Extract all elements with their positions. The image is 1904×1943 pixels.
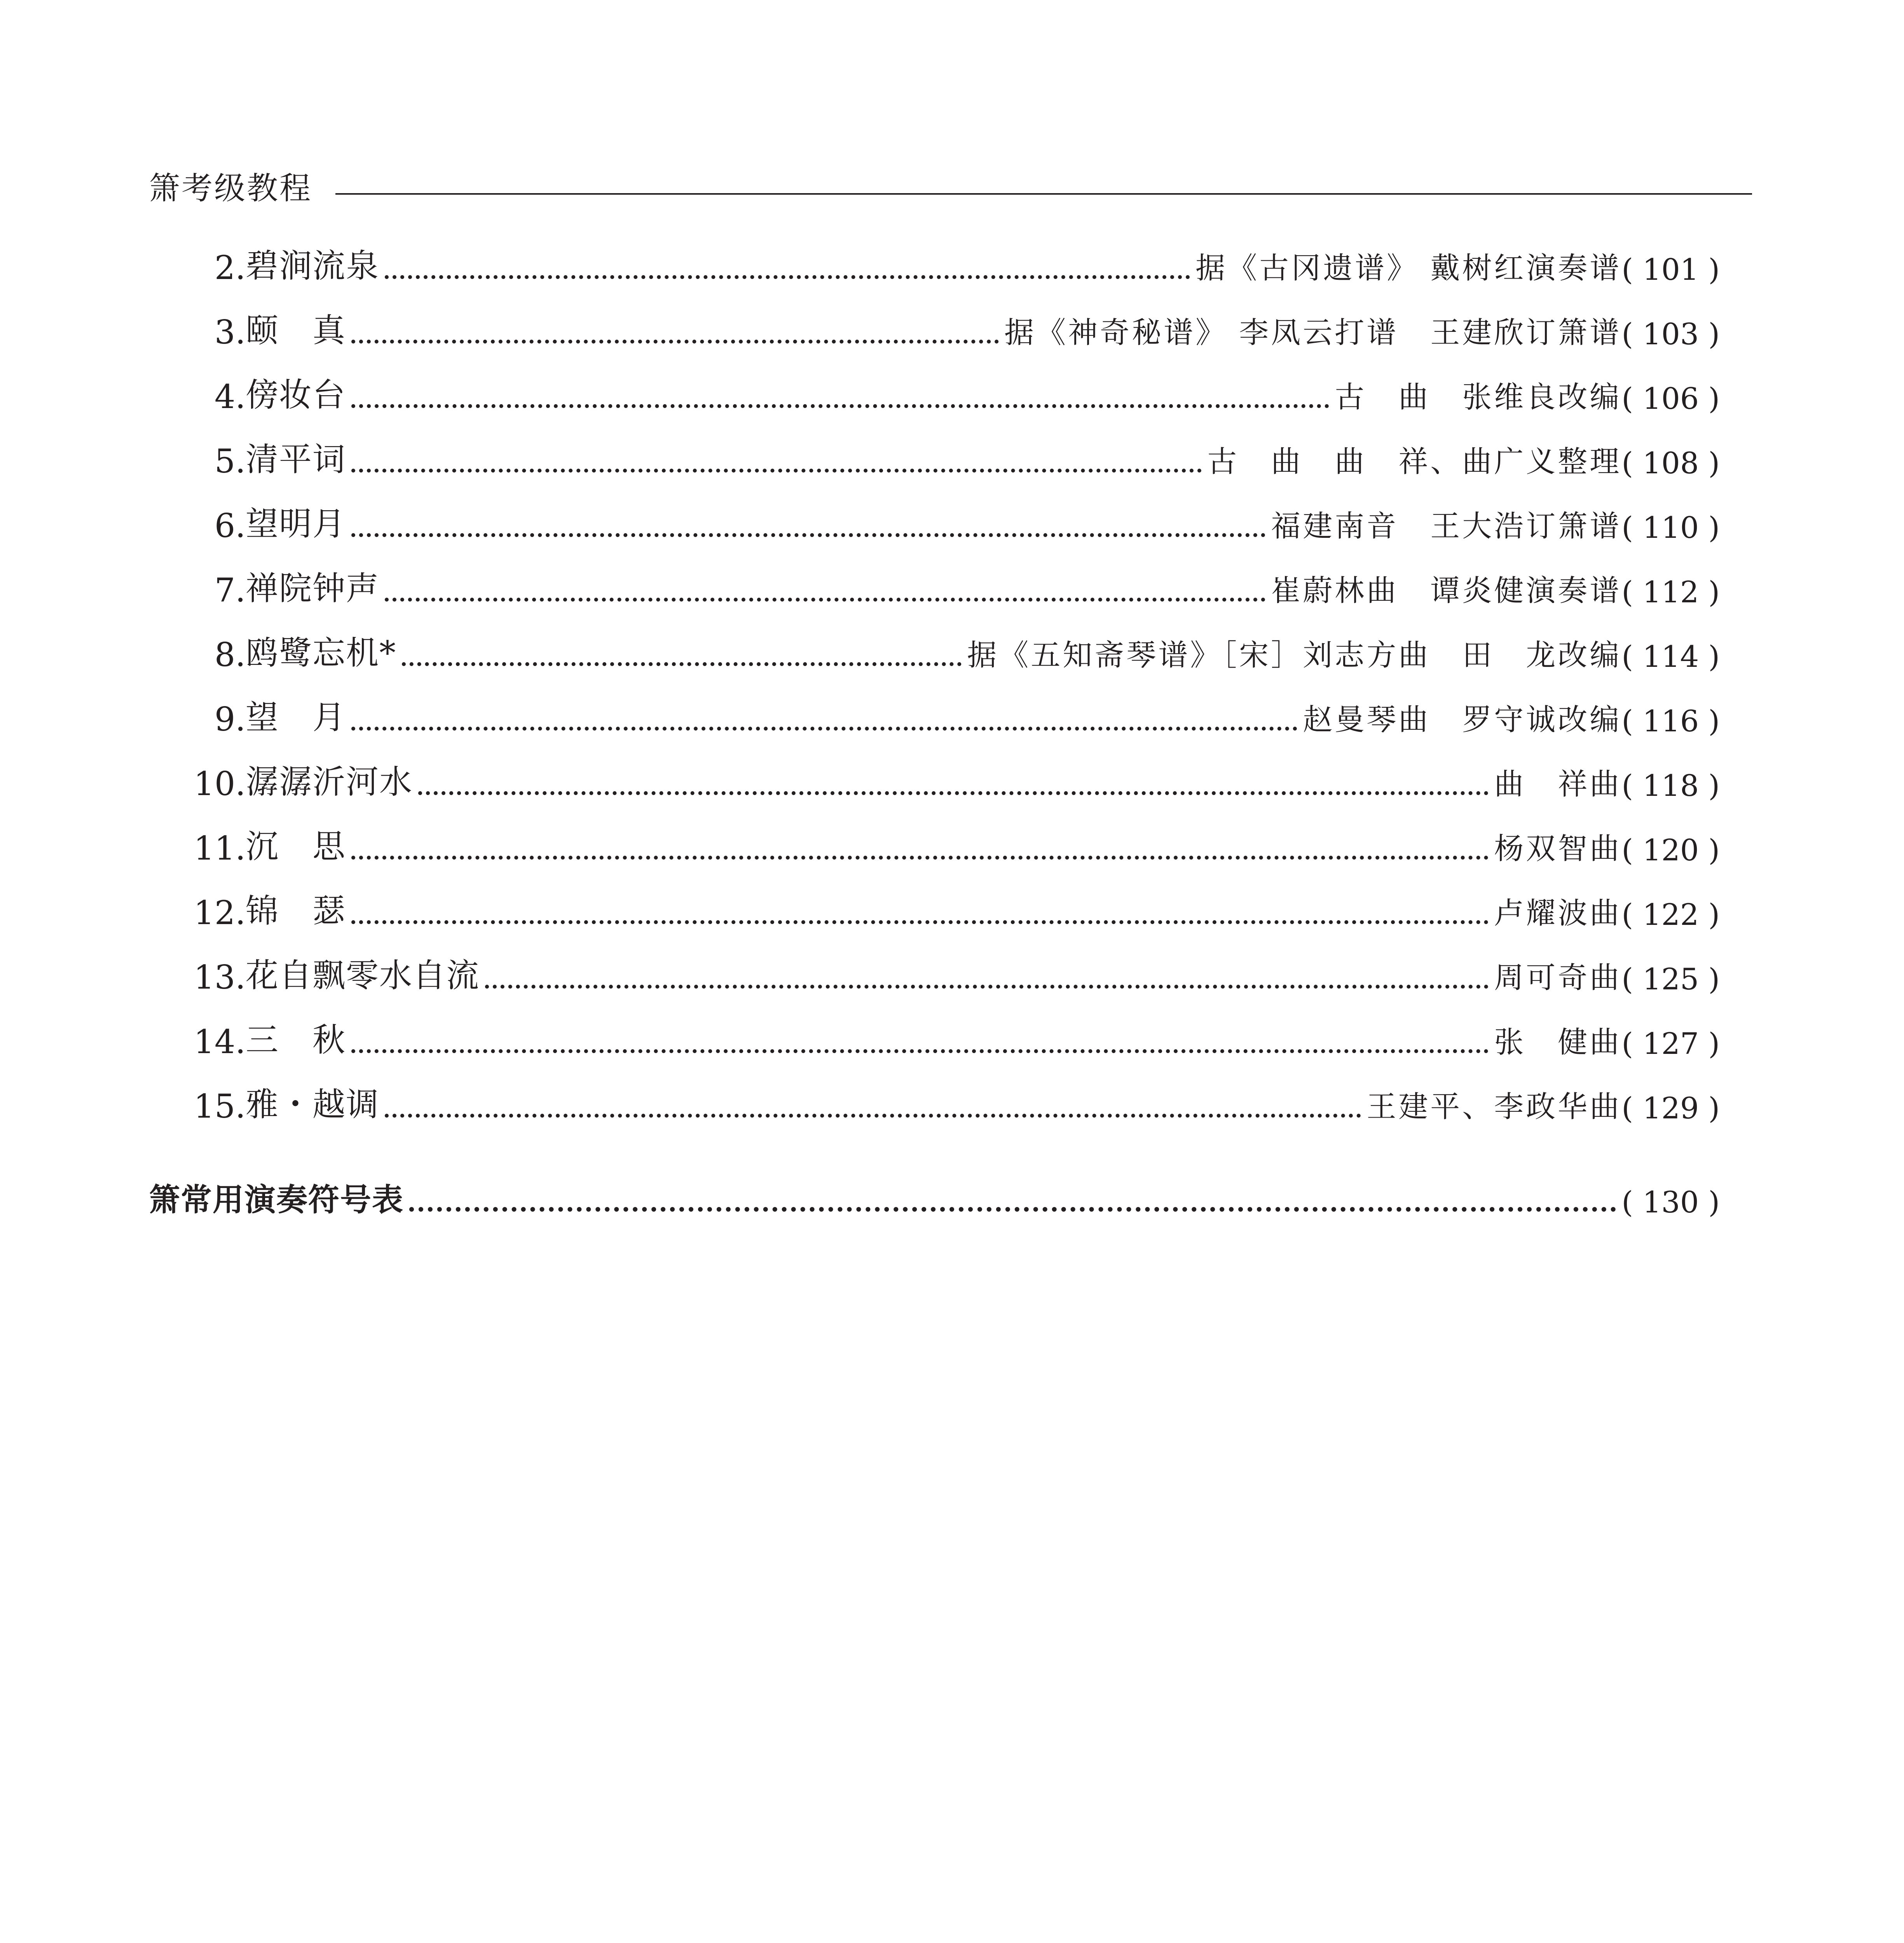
toc-entry-credit: 周可奇曲 <box>1494 960 1622 995</box>
toc-entry-number: 6. <box>214 507 246 545</box>
toc-entry-title: 雅・越调 <box>246 1085 380 1123</box>
toc-entry[interactable] <box>0 1018 1904 1061</box>
toc-entry[interactable] <box>0 373 1904 416</box>
toc-entry-page: ( 129 ) <box>1621 1091 1720 1125</box>
toc-entry[interactable] <box>0 760 1904 803</box>
dot-leader <box>385 598 1265 602</box>
dot-leader <box>402 662 962 666</box>
toc-entry-number: 4. <box>214 378 246 416</box>
toc-entry-credit: 卢耀波曲 <box>1494 896 1622 930</box>
toc-entry-page: ( 101 ) <box>1621 252 1720 287</box>
toc-entry-page: ( 108 ) <box>1621 446 1720 480</box>
toc-entry-credit: 据《古冈遗谱》 戴树红演奏谱 <box>1195 251 1622 285</box>
toc-entry-credit: 古 曲 张维良改编 <box>1335 380 1622 414</box>
toc-entry-title: 碧涧流泉 <box>246 247 380 285</box>
toc-entry-credit: 杨双智曲 <box>1494 831 1622 866</box>
dot-leader <box>385 275 1190 279</box>
toc-entry-number: 3. <box>214 313 246 351</box>
toc-entry-page: ( 127 ) <box>1621 1026 1720 1061</box>
appendix-page: ( 130 ) <box>1621 1185 1720 1219</box>
toc-entry-number: 12. <box>194 894 246 932</box>
header-rule <box>335 193 1752 195</box>
toc-entry[interactable] <box>0 309 1904 351</box>
dot-leader <box>351 533 1265 537</box>
toc-entry-number: 10. <box>194 765 246 803</box>
dot-leader <box>351 404 1329 408</box>
toc-entry-number: 7. <box>214 571 246 609</box>
toc-entry-number: 8. <box>214 636 246 674</box>
toc-entry-title: 禅院钟声 <box>246 569 380 607</box>
toc-entry-credit: 王建平、李政华曲 <box>1366 1089 1622 1124</box>
toc-entry[interactable] <box>0 1083 1904 1125</box>
dot-leader <box>351 340 999 344</box>
toc-entry-page: ( 110 ) <box>1621 510 1720 545</box>
dot-leader <box>418 791 1489 795</box>
toc-entry[interactable] <box>0 438 1904 480</box>
toc-entry-title: 傍妆台 <box>246 376 346 414</box>
toc-entry-title: 沉 思 <box>246 827 346 865</box>
toc-entry-page: ( 125 ) <box>1621 962 1720 996</box>
toc-entry-number: 2. <box>214 249 246 287</box>
toc-entry-title: 鸥鹭忘机* <box>246 634 397 672</box>
toc-entry-title: 望 月 <box>246 698 346 736</box>
dot-leader <box>385 1114 1361 1118</box>
dot-leader <box>409 1207 1616 1212</box>
toc-entry-credit: 崔蔚林曲 谭炎健演奏谱 <box>1271 573 1622 608</box>
toc-entry-number: 13. <box>194 958 246 996</box>
dot-leader <box>351 920 1489 924</box>
toc-entry-title: 清平词 <box>246 440 346 478</box>
appendix-title: 箫常用演奏符号表 <box>149 1182 404 1218</box>
toc-entry[interactable] <box>0 631 1904 674</box>
toc-entry-title: 花自飘零水自流 <box>246 956 480 994</box>
running-header-title: 箫考级教程 <box>149 170 312 206</box>
toc-entry-page: ( 122 ) <box>1621 897 1720 932</box>
toc-entry-title: 颐 真 <box>246 311 346 349</box>
toc-entry-credit: 福建南音 王大浩订箫谱 <box>1271 509 1622 543</box>
toc-appendix-entry[interactable] <box>149 1177 1720 1219</box>
toc-entry-page: ( 103 ) <box>1621 317 1720 351</box>
toc-entry-number: 15. <box>194 1087 246 1125</box>
toc-entry[interactable] <box>0 889 1904 932</box>
toc-entry-title: 潺潺沂河水 <box>246 763 413 801</box>
toc-entry-credit: 赵曼琴曲 罗守诚改编 <box>1303 702 1622 737</box>
toc-entry[interactable] <box>0 244 1904 287</box>
toc-entry-title: 锦 瑟 <box>246 892 346 930</box>
toc-entry-page: ( 106 ) <box>1621 381 1720 416</box>
dot-leader <box>351 856 1489 860</box>
toc-entry-credit: 古 曲 曲 祥、曲广义整理 <box>1207 444 1622 479</box>
toc-entry-page: ( 120 ) <box>1621 833 1720 867</box>
toc-entry-page: ( 116 ) <box>1621 704 1720 738</box>
dot-leader <box>351 469 1202 473</box>
dot-leader <box>351 1049 1489 1053</box>
toc-entry-credit: 张 健曲 <box>1494 1025 1622 1059</box>
toc-entry[interactable] <box>0 567 1904 609</box>
dot-leader <box>351 727 1297 731</box>
toc-entry[interactable] <box>0 954 1904 996</box>
toc-entry-number: 5. <box>214 442 246 480</box>
running-header <box>149 160 1752 211</box>
toc-entry-title: 三 秋 <box>246 1021 346 1059</box>
toc-entry-number: 14. <box>194 1023 246 1061</box>
toc-entry-credit: 据《五知斋琴谱》［宋］刘志方曲 田 龙改编 <box>967 638 1622 672</box>
toc-entry-credit: 曲 祥曲 <box>1494 767 1622 801</box>
toc-entry-page: ( 118 ) <box>1621 768 1720 803</box>
toc-entry[interactable] <box>0 825 1904 867</box>
toc-entry[interactable] <box>0 502 1904 545</box>
toc-entry[interactable] <box>0 696 1904 738</box>
dot-leader <box>485 985 1489 989</box>
toc-entry-number: 11. <box>194 829 246 867</box>
toc-entry-credit: 据《神奇秘谱》 李凤云打谱 王建欣订箫谱 <box>1004 315 1622 350</box>
toc-entry-title: 望明月 <box>246 505 346 543</box>
toc-entry-page: ( 114 ) <box>1621 639 1720 674</box>
toc-entry-number: 9. <box>214 700 246 738</box>
toc-entry-page: ( 112 ) <box>1621 575 1720 609</box>
